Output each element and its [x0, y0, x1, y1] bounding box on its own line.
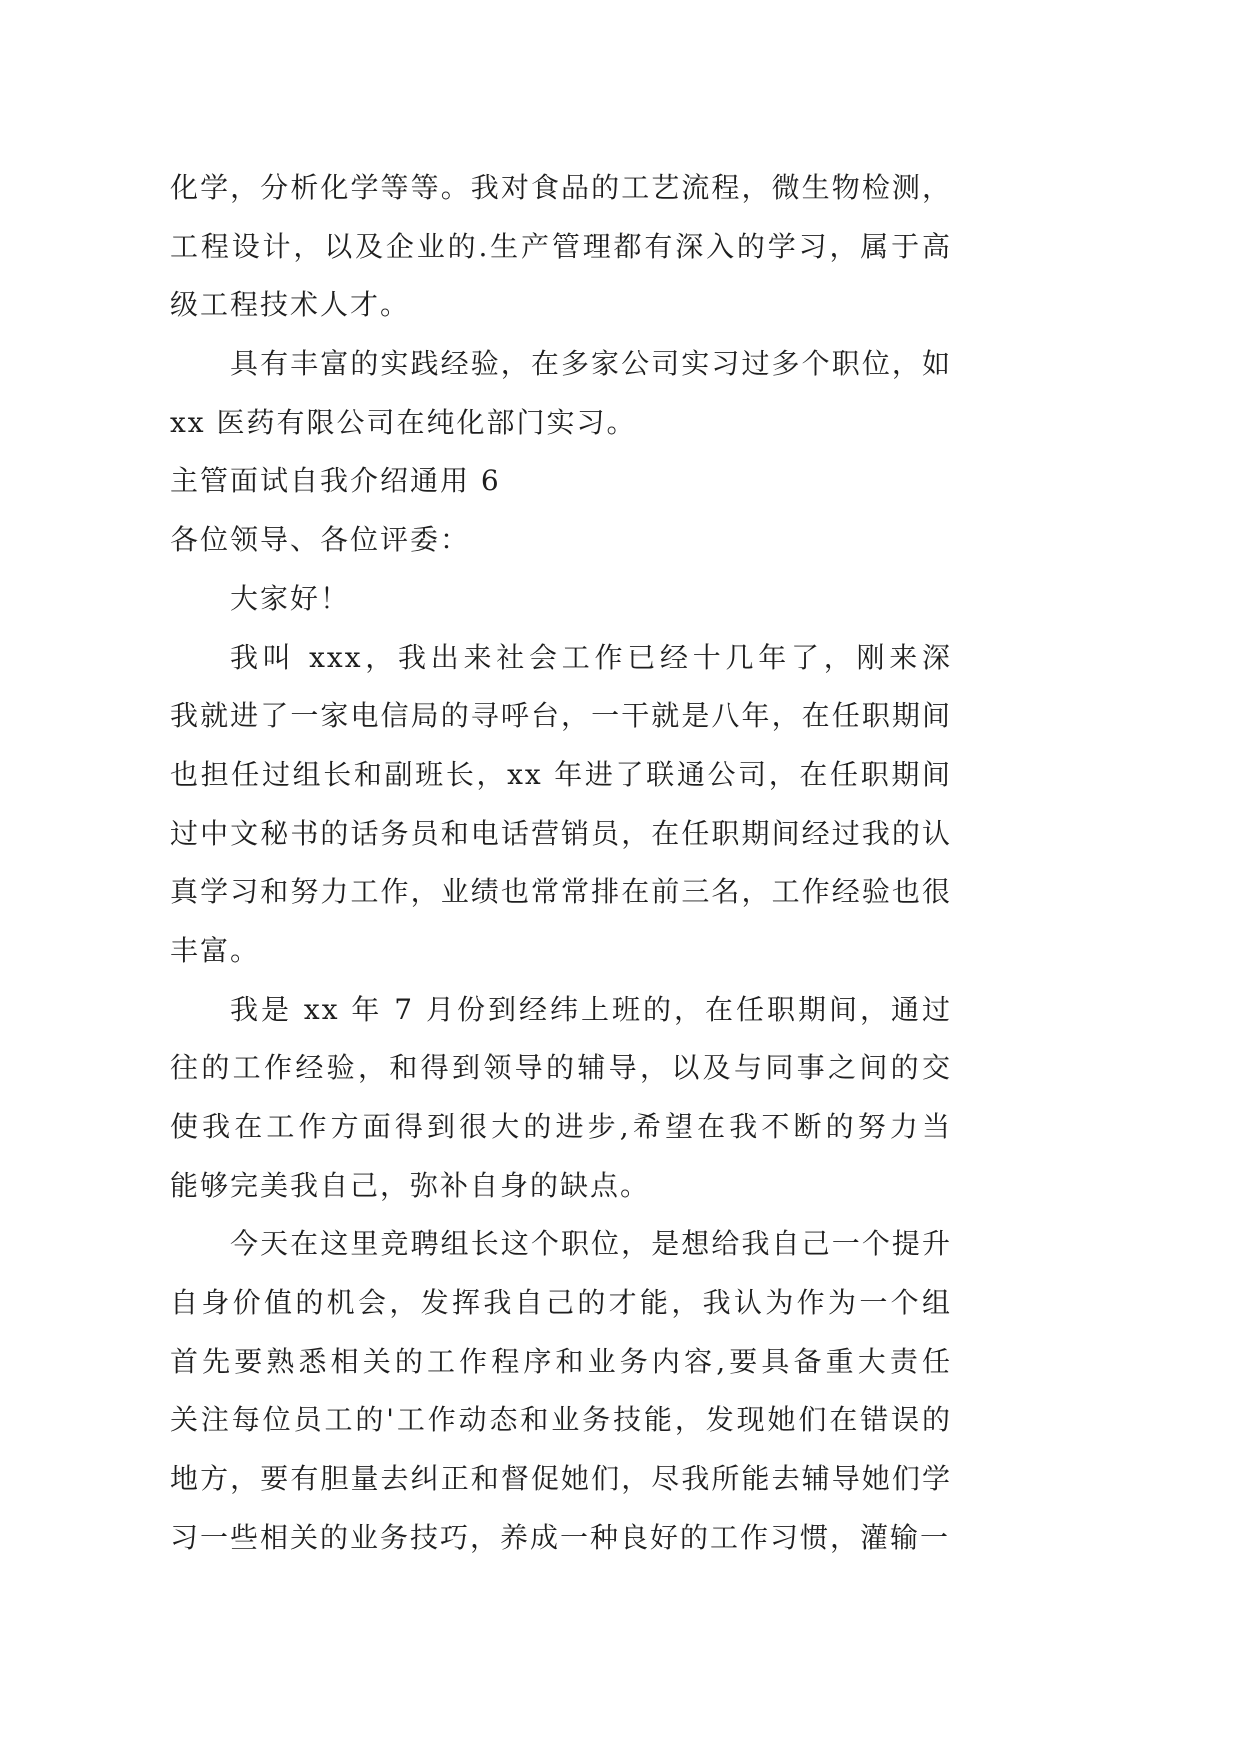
text-line: 使我在工作方面得到很大的进步,希望在我不断的努力当: [170, 1110, 952, 1143]
text-line: 级工程技术人才。: [170, 288, 411, 322]
text-line: 具有丰富的实践经验，在多家公司实习过多个职位，如: [230, 347, 952, 381]
text-line: 习一些相关的业务技巧，养成一种良好的工作习惯，灌输一: [170, 1520, 951, 1554]
text-line: 过中文秘书的话务员和电话营销员，在任职期间经过我的认: [170, 816, 952, 850]
text-line: 也担任过组长和副班长，xx 年进了联通公司，在任职期间: [170, 757, 952, 791]
text-line: 我叫 xxx，我出来社会工作已经十几年了，刚来深: [230, 640, 952, 674]
text-line: 我就进了一家电信局的寻呼台，一干就是八年，在任职期间: [170, 699, 952, 733]
text-line: 首先要熟悉相关的工作程序和业务内容,要具备重大责任: [170, 1344, 952, 1378]
text-line: 往的工作经验，和得到领导的辅导，以及与同事之间的交: [170, 1051, 952, 1085]
text-line: 大家好！: [230, 581, 351, 615]
paragraph: [170, 981, 952, 1216]
section-heading: [170, 452, 952, 511]
text-line: 今天在这里竞聘组长这个职位，是想给我自己一个提升: [230, 1227, 952, 1261]
text-line: 主管面试自我介绍通用 6: [170, 464, 501, 498]
text-line: 各位领导、各位评委：: [170, 523, 471, 557]
paragraph: [170, 570, 952, 629]
text-line: 关注每位员工的'工作动态和业务技能，发现她们在错误的: [170, 1403, 952, 1437]
text-line: 我是 xx 年 7 月份到经纬上班的，在任职期间，通过: [230, 992, 952, 1026]
text-line: 自身价值的机会，发挥我自己的才能，我认为作为一个组: [170, 1286, 952, 1320]
text-line: 工程设计，以及企业的.生产管理都有深入的学习，属于高: [170, 229, 952, 263]
paragraph: [170, 1215, 952, 1567]
text-line: 地方，要有胆量去纠正和督促她们，尽我所能去辅导她们学: [170, 1462, 952, 1496]
paragraph: [170, 159, 952, 335]
text-line: 丰富。: [170, 933, 261, 967]
text-line: xx 医药有限公司在纯化部门实习。: [170, 405, 637, 439]
text-line: 化学，分析化学等等。我对食品的工艺流程，微生物检测，: [170, 171, 952, 204]
document-body: [170, 159, 952, 1568]
text-line: 真学习和努力工作，业绩也常常排在前三名，工作经验也很: [170, 875, 952, 909]
paragraph: [170, 335, 952, 452]
text-line: 能够完美我自己，弥补自身的缺点。: [170, 1168, 651, 1202]
paragraph: [170, 629, 952, 981]
salutation: [170, 511, 952, 570]
